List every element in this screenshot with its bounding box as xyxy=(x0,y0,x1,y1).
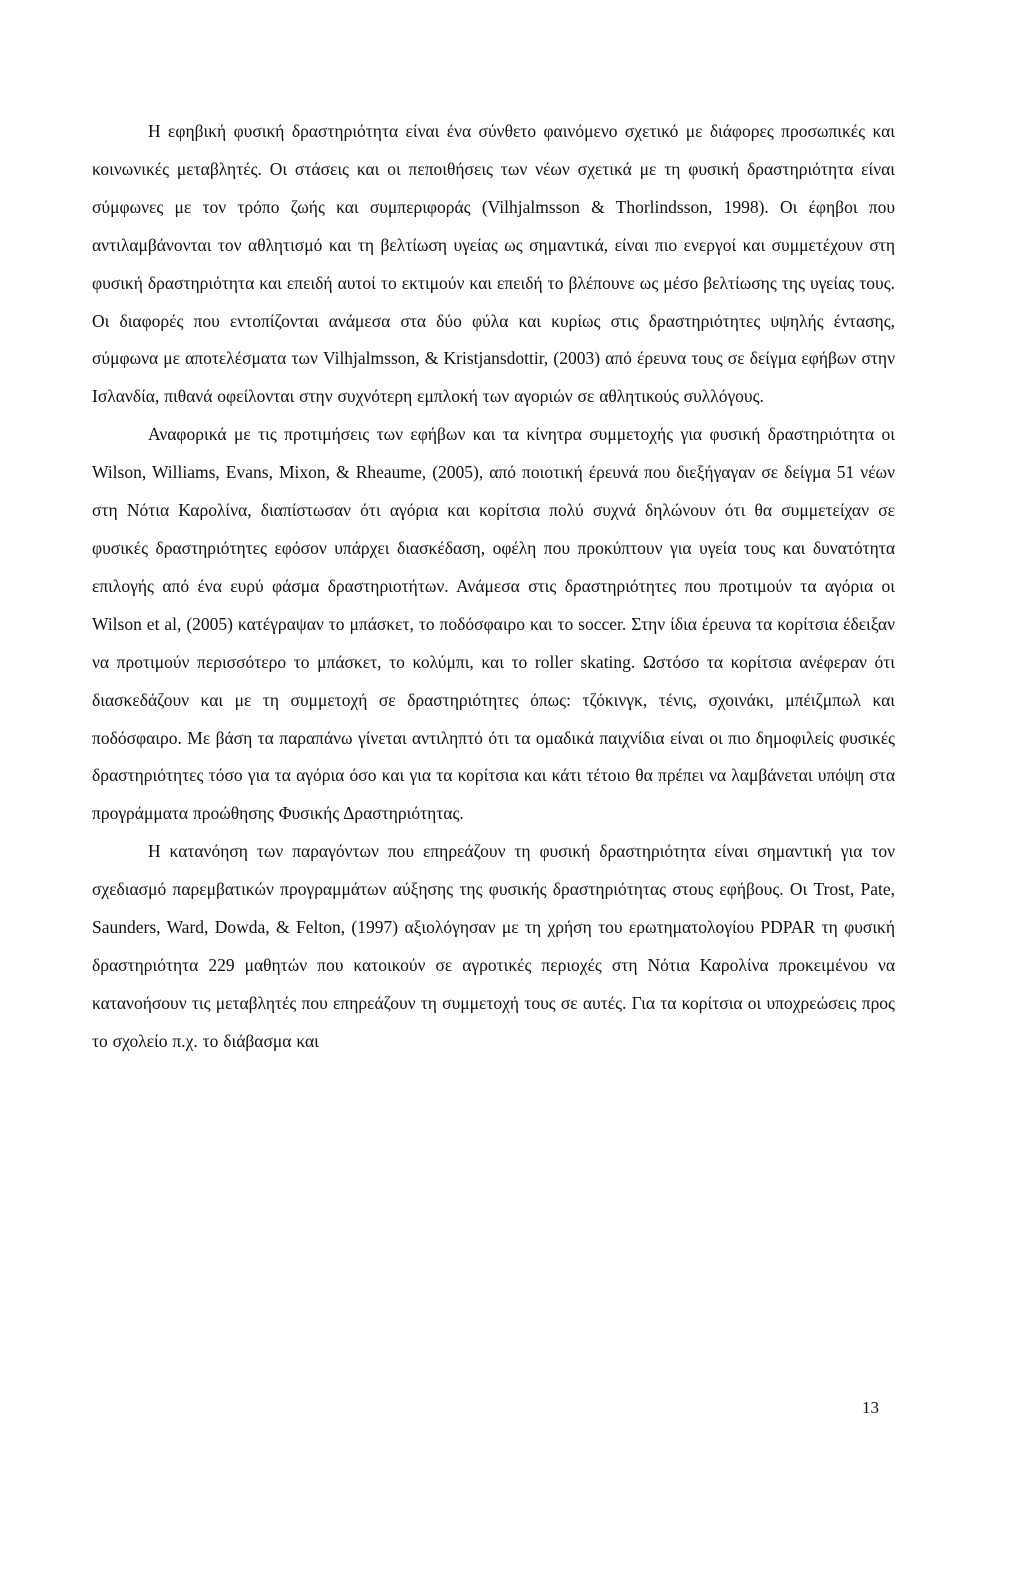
paragraph-3: Η κατανόηση των παραγόντων που επηρεάζουν τη φυσική δραστηριότητα είναι σημαντική για τον σχεδιασμό παρεμβατικών προγραμμάτων αύξησης της φυσικής δραστηριότητας στους εφήβους. Οι Trost, Pate, Saunders, Ward, Dowda, & Felton, (1997) αξιολόγησαν με τη χρήση του ερωτηματολογίου PDPAR τη φυσική δραστηριότητα 229 μαθητών που κατοικούν σε αγροτικές περιοχές στη Νότια Καρολίνα προκειμένου να κατανοήσουν τις μεταβλητές που επηρεάζουν τη συμμετοχή τους σε αυτές. Για τα κορίτσια οι υποχρεώσεις προς το σχολείο π.χ. το διάβασμα και xyxy=(92,841,895,1051)
paragraph-2: Αναφορικά με τις προτιμήσεις των εφήβων και τα κίνητρα συμμετοχής για φυσική δραστηριότητα οι Wilson, Williams, Evans, Mixon, & Rheaume, (2005), από ποιοτική έρευνά που διεξήγαγαν σε δείγμα 51 νέων στη Νότια Καρολίνα, διαπίστωσαν ότι αγόρια και κορίτσια πολύ συχνά δηλώνουν ότι θα συμμετείχαν σε φυσικές δραστηριότητες εφόσον υπάρχει διασκέδαση, οφέλη που προκύπτουν για υγεία τους και δυνατότητα επιλογής από ένα ευρύ φάσμα δραστηριοτήτων. Ανάμεσα στις δραστηριότητες που προτιμούν τα αγόρια οι Wilson et al, (2005) κατέγραψαν το μπάσκετ, το ποδόσφαιρο και το soccer. Στην ίδια έρευνα τα κορίτσια έδειξαν να προτιμούν περισσότερο το μπάσκετ, το κολύμπι, και το roller skating. Ωστόσο τα κορίτσια ανέφεραν ότι διασκεδάζουν και με τη συμμετοχή σε δραστηριότητες όπως: τζόκινγκ, τένις, σχοινάκι, μπέιζμπωλ και ποδόσφαιρο. Με βάση τα παραπάνω γίνεται αντιληπτό ότι τα ομαδικά παιχνίδια είναι οι πιο δημοφιλείς φυσικές δραστηριότητες τόσο για τα αγόρια όσο και για τα κορίτσια και κάτι τέτοιο θα πρέπει να λαμβάνεται υπόψη στα προγράμματα προώθησης Φυσικής Δραστηριότητας. xyxy=(92,424,895,824)
page-number: 13 xyxy=(862,1398,879,1417)
paragraph-1: Η εφηβική φυσική δραστηριότητα είναι ένα σύνθετο φαινόμενο σχετικό με διάφορες προσωπικές και κοινωνικές μεταβλητές. Οι στάσεις και οι πεποιθήσεις των νέων σχετικά με τη φυσική δραστηριότητα είναι σύμφωνες με τον τρόπο ζωής και συμπεριφοράς (Vilhjalmsson & Thorlindsson, 1998). Οι έφηβοι που αντιλαμβάνονται τον αθλητισμό και τη βελτίωση υγείας ως σημαντικά, είναι πιο ενεργοί και συμμετέχουν στη φυσική δραστηριότητα και επειδή αυτοί το εκτιμούν και επειδή το βλέπουνε ως μέσο βελτίωσης της υγείας τους. Οι διαφορές που εντοπίζονται ανάμεσα στα δύο φύλα και κυρίως στις δραστηριότητες υψηλής έντασης, σύμφωνα με αποτελέσματα των Vilhjalmsson, & Kristjansdottir, (2003) από έρευνα τους σε δείγμα εφήβων στην Ισλανδία, πιθανά οφείλονται στην συχνότερη εμπλοκή των αγοριών σε αθλητικούς συλλόγους. xyxy=(92,121,895,407)
body-text xyxy=(92,113,895,1061)
